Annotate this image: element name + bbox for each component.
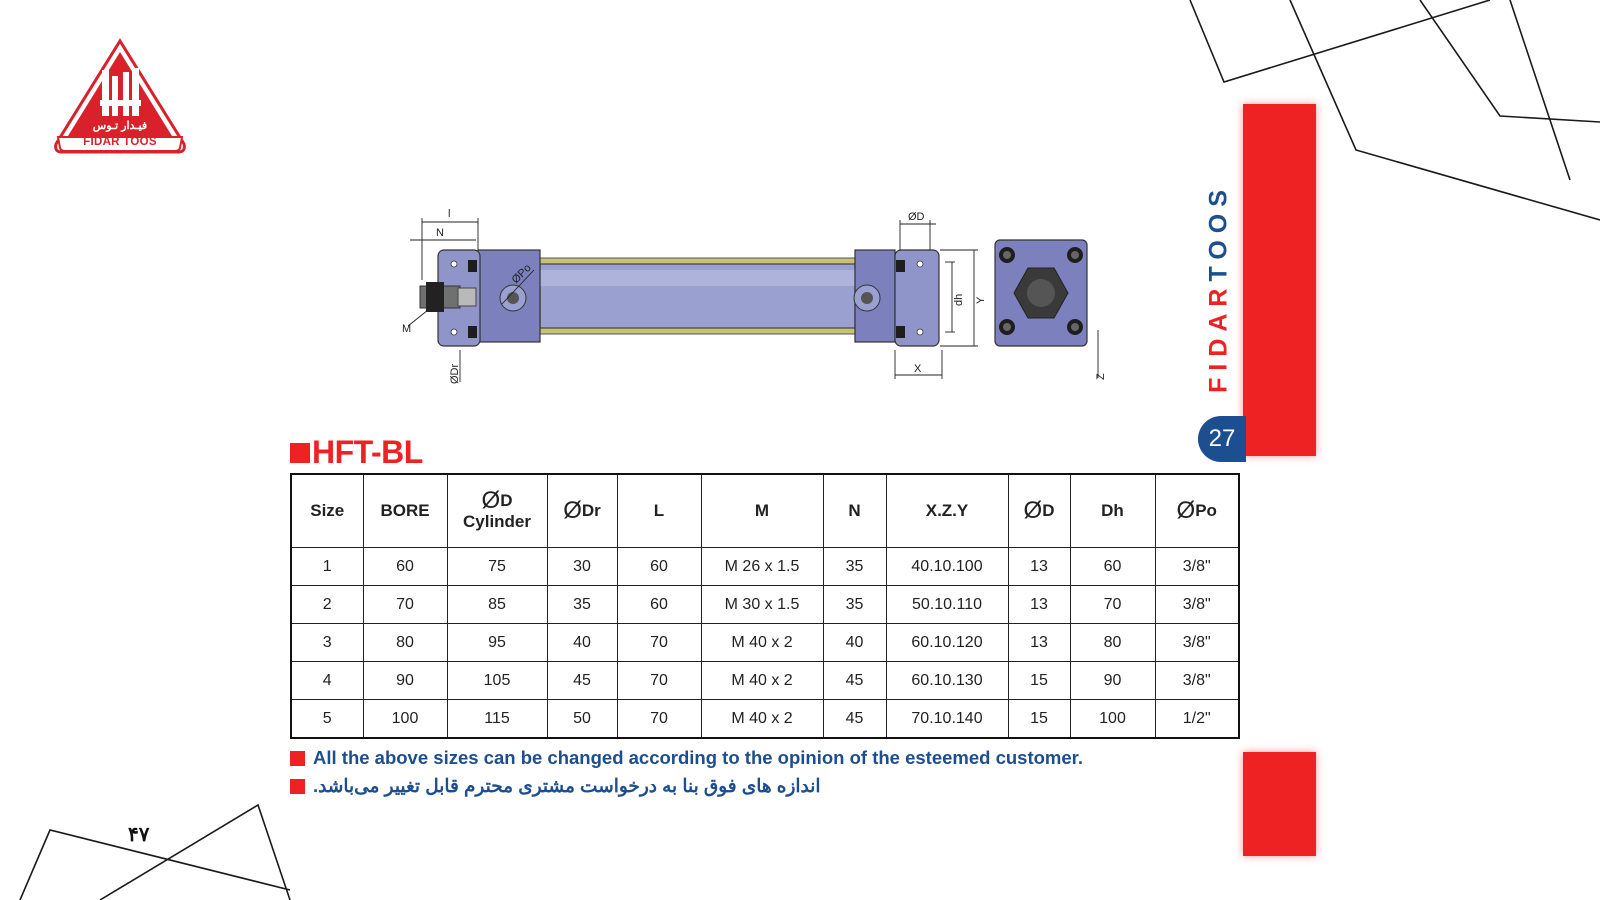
table-cell: 3/8" <box>1155 548 1239 586</box>
diameter-symbol-icon: Ø <box>481 487 501 514</box>
header-port-diameter: ØPo <box>1155 474 1239 548</box>
table-cell: 35 <box>823 548 886 586</box>
table-cell: M 30 x 1.5 <box>701 586 823 624</box>
brand-red-bar-bottom <box>1243 752 1316 856</box>
table-cell: 45 <box>547 662 617 700</box>
table-cell: 3 <box>291 624 363 662</box>
table-cell: M 40 x 2 <box>701 624 823 662</box>
table-cell: M 40 x 2 <box>701 700 823 739</box>
table-cell: 30 <box>547 548 617 586</box>
note-persian <box>290 772 1083 800</box>
table-cell: 40.10.100 <box>886 548 1008 586</box>
table-cell: 90 <box>363 662 447 700</box>
table-cell: M 26 x 1.5 <box>701 548 823 586</box>
header-l: L <box>617 474 701 548</box>
table-cell: 40 <box>547 624 617 662</box>
dim-label-z: Z <box>1095 373 1107 380</box>
table-cell: 45 <box>823 662 886 700</box>
table-cell: 75 <box>447 548 547 586</box>
table-row <box>291 548 1239 586</box>
table-cell: 80 <box>363 624 447 662</box>
table-row <box>291 586 1239 624</box>
table-cell: 40 <box>823 624 886 662</box>
table-cell: 60 <box>363 548 447 586</box>
diameter-symbol-icon: Ø <box>1023 497 1043 524</box>
table-cell: 60.10.130 <box>886 662 1008 700</box>
table-cell: 85 <box>447 586 547 624</box>
model-name: HFT-BL <box>312 434 423 470</box>
header-size: Size <box>291 474 363 548</box>
table-cell: 60 <box>617 586 701 624</box>
page-number: ۴۷ <box>128 824 150 846</box>
cylinder-end-view <box>995 240 1087 346</box>
table-header-row <box>291 474 1239 548</box>
page-tab-number: 27 <box>1198 416 1246 462</box>
note-persian-text: اندازه های فوق بنا به درخواست مشتری محترم قابل تغییر می‌باشد. <box>313 775 821 796</box>
dim-label-dr: ØDr <box>449 363 461 384</box>
note-english-text: All the above sizes can be changed according to the opinion of the esteemed customer. <box>313 747 1083 768</box>
table-cell: 70 <box>617 700 701 739</box>
dim-label-x: X <box>914 363 922 375</box>
model-title <box>290 434 423 468</box>
table-cell: 15 <box>1008 662 1070 700</box>
table-cell: 115 <box>447 700 547 739</box>
brand-text-toos: TOOS <box>1204 183 1233 282</box>
dim-label-po: ØPo <box>509 262 534 287</box>
table-cell: 13 <box>1008 548 1070 586</box>
header-xzy: X.Z.Y <box>886 474 1008 548</box>
table-cell: 3/8" <box>1155 662 1239 700</box>
cylinder-technical-drawing <box>400 200 1120 395</box>
table-cell: 70.10.140 <box>886 700 1008 739</box>
table-cell: 5 <box>291 700 363 739</box>
dim-label-y: Y <box>975 296 987 304</box>
table-row <box>291 624 1239 662</box>
table-cell: 1/2" <box>1155 700 1239 739</box>
header-n: N <box>823 474 886 548</box>
table-cell: 35 <box>547 586 617 624</box>
table-row <box>291 662 1239 700</box>
dim-label-d: ØD <box>908 211 925 223</box>
table-cell: 50 <box>547 700 617 739</box>
table-cell: 50.10.110 <box>886 586 1008 624</box>
table-cell: 3/8" <box>1155 586 1239 624</box>
decorative-lines-bottom-left <box>0 780 300 900</box>
table-cell: 60 <box>1070 548 1155 586</box>
table-cell: 105 <box>447 662 547 700</box>
table-cell: 15 <box>1008 700 1070 739</box>
table-cell: 100 <box>1070 700 1155 739</box>
diameter-symbol-icon: Ø <box>1176 497 1196 524</box>
notes <box>290 744 1083 800</box>
table-cell: 35 <box>823 586 886 624</box>
header-diameter-d: ØD <box>1008 474 1070 548</box>
table-cell: 70 <box>617 662 701 700</box>
table-cell: 100 <box>363 700 447 739</box>
table-cell: 13 <box>1008 586 1070 624</box>
table-cell: 90 <box>1070 662 1155 700</box>
brand-vertical-text <box>1192 168 1246 408</box>
note-english <box>290 744 1083 772</box>
title-bullet-icon <box>290 443 310 463</box>
table-cell: 13 <box>1008 624 1070 662</box>
table-cell: 2 <box>291 586 363 624</box>
table-cell: 45 <box>823 700 886 739</box>
note-bullet-icon <box>290 751 305 766</box>
header-m: M <box>701 474 823 548</box>
table-cell: 70 <box>363 586 447 624</box>
table-cell: 80 <box>1070 624 1155 662</box>
diameter-symbol-icon: Ø <box>563 497 582 524</box>
cylinder-side-view <box>420 250 939 346</box>
dim-label-n: N <box>436 227 444 239</box>
note-bullet-icon <box>290 779 305 794</box>
dim-label-l: l <box>448 208 451 220</box>
table-cell: 3/8" <box>1155 624 1239 662</box>
brand-text-fidar: FIDAR <box>1204 281 1233 393</box>
logo-text-persian: فیـدار تـوس <box>92 120 148 132</box>
dim-label-dh: dh <box>953 293 965 306</box>
dim-label-m: M <box>402 323 412 335</box>
table-cell: 60.10.120 <box>886 624 1008 662</box>
header-bore: BORE <box>363 474 447 548</box>
table-cell: 4 <box>291 662 363 700</box>
table-cell: 70 <box>617 624 701 662</box>
header-rod-diameter: ØDr <box>547 474 617 548</box>
header-cylinder-diameter: ØD Cylinder <box>447 474 547 548</box>
logo-text-english: FIDAR TOOS <box>83 136 157 148</box>
table-cell: M 40 x 2 <box>701 662 823 700</box>
table-cell: 95 <box>447 624 547 662</box>
table-cell: 70 <box>1070 586 1155 624</box>
table-cell: 60 <box>617 548 701 586</box>
table-row <box>291 700 1239 739</box>
table-cell: 1 <box>291 548 363 586</box>
header-dh: Dh <box>1070 474 1155 548</box>
fidar-toos-logo <box>52 38 188 158</box>
brand-red-bar <box>1243 104 1316 456</box>
spec-table <box>290 473 1240 739</box>
